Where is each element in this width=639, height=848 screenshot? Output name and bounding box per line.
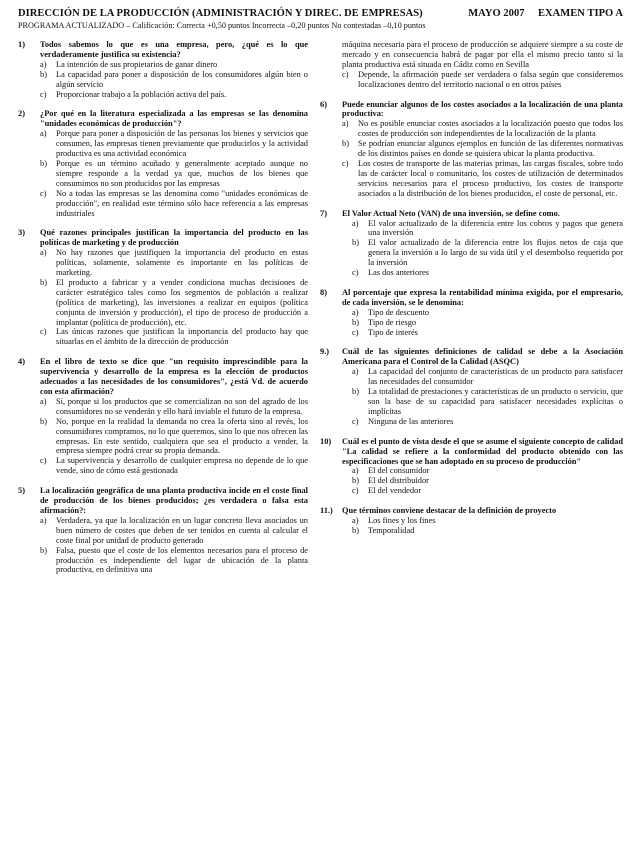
option-b: b) Tipo de riesgo xyxy=(352,317,417,327)
question-number: 2) xyxy=(18,109,25,119)
grading-line: PROGRAMA ACTUALIZADO – Calificación: Correcta +0,50 puntos Incorrecta –0,20 puntos No contestadas –0,10 puntos xyxy=(18,21,426,30)
question-number: 6) xyxy=(320,99,327,109)
option-a: a) No es posible enunciar costes asociados a la localización puesto que todos los costes de producción son independientes de la localización de la planta xyxy=(342,119,623,139)
question-4 xyxy=(18,357,308,476)
option-a: a) Tipo de descuento xyxy=(352,307,430,317)
question-9 xyxy=(320,347,623,426)
option-b: b) La totalidad de prestaciones y características de un producto o servicio, que son la base de su capacidad para satisfacer necesidades explícitas o implícitas xyxy=(352,387,623,416)
option-b: b) Se podrían enunciar algunos ejemplos en función de las diferentes normativas de los distintos países en donde se quisiera ubicar la planta productiva. xyxy=(342,139,623,159)
option-c: c) Depende, la afirmación puede ser verdadera o falsa según que consideremos localizaciones dentro del territorio nacional o en otros países xyxy=(342,69,623,89)
question-5-continued xyxy=(320,40,623,90)
option-a: a) El valor actualizado de la diferencia entre los cobros y pagos que genera una inversión xyxy=(352,218,623,238)
question-8 xyxy=(320,288,623,338)
left-column xyxy=(18,40,308,585)
question-7 xyxy=(320,209,623,278)
question-number: 8) xyxy=(320,287,327,297)
question-text: Todos sabemos lo que es una empresa, pero, ¿qué es lo que verdaderamente justifica su existencia? xyxy=(40,40,308,59)
option-b: b) Porque es un término acuñado y generalmente aceptado aunque no siempre responde a la verdad ya que, muchos de los bienes que consumimos no son producidos por las empresas xyxy=(40,158,308,188)
question-text: La localización geográfica de una planta productiva incide en el coste final de producción de los bienes producidos; ¿es verdadera o falsa esta afirmación?: xyxy=(40,486,308,515)
question-3 xyxy=(18,228,308,347)
option-c: c) Ninguna de las anteriores xyxy=(352,416,454,426)
question-1 xyxy=(18,40,308,99)
option-a: a) Sí, porque si los productos que se comercializan no son del agrado de los consumidores no se venderán y ello hará inviable el futuro de la empresa. xyxy=(40,396,308,416)
question-number: 10) xyxy=(320,436,332,446)
option-b: b) No, porque en la realidad la demanda no crea la oferta sino al revés, los consumidores compramos, no lo que queremos, sino lo que nos ofrecen las empresas. En este sentido, cualquiera que sea el producto a vender, la empresa siempre podrá crear su propia demanda. xyxy=(40,416,308,456)
course-title: DIRECCIÓN DE LA PRODUCCIÓN (ADMINISTRACIÓN Y DIREC. DE EMPRESAS) xyxy=(18,8,423,19)
right-column xyxy=(320,40,623,546)
option-c: c) La supervivencia y desarrollo de cualquier empresa no depende de lo que vende, sino de cómo está gestionada xyxy=(40,456,308,476)
question-text: Cuál es el punto de vista desde el que se asume el siguiente concepto de calidad "La calidad se refiere a la conformidad del producto obtenido con las especificaciones que se han adoptado en su proceso de producción" xyxy=(342,436,623,466)
option-b: b) El producto a fabricar y a vender condiciona muchas decisiones de carácter estratégico tales como los segmentos de población a realizar (política de marketing), las inversiones a realizar en equipos (política conjunta de inversión y producción), el tipo de proceso de producción a implantar (política de producción), etc. xyxy=(40,277,308,327)
question-text: Qué razones principales justifican la importancia del producto en las políticas de marketing y de producción xyxy=(40,228,308,248)
option-a: a) Porque para poner a disposición de las personas los bienes y servicios que consumen, las empresas tienen previamente que producirlos y la actividad productiva es una actividad económica xyxy=(40,129,308,159)
exam-date: MAYO 2007 xyxy=(468,8,525,19)
question-text: Que términos conviene destacar de la definición de proyecto xyxy=(342,506,557,516)
option-a: a) El del consumidor xyxy=(352,466,430,476)
question-text: Al porcentaje que expresa la rentabilidad mínima exigida, por el empresario, de cada inversión, se le denomina: xyxy=(342,287,623,307)
question-text: ¿Por qué en la literatura especializada a las empresas se las denomina "unidades económicas de producción"? xyxy=(40,109,308,129)
question-5 xyxy=(18,486,308,575)
question-number: 1) xyxy=(18,40,25,49)
question-text: Puede enunciar algunos de los costes asociados a la localización de una planta productiva: xyxy=(342,99,623,119)
option-a: a) Los fines y los fines xyxy=(352,516,436,526)
option-a: a) Verdadera, ya que la localización en un lugar concreto lleva asociados un buen número de costes que deben de ser tenidos en cuenta al calcular el coste final por unidad de producto generado xyxy=(40,515,308,545)
question-number: 5) xyxy=(18,486,25,496)
question-10 xyxy=(320,437,623,496)
question-number: 9.) xyxy=(320,347,330,357)
option-b: b) Temporalidad xyxy=(352,525,415,535)
option-c: c) Las únicas razones que justifican la importancia del producto hay que situarlas en el ámbito de la dirección de producción xyxy=(40,327,308,347)
option-b: b) El del distribuidor xyxy=(352,476,429,486)
question-number: 3) xyxy=(18,228,25,238)
option-b: b) El valor actualizado de la diferencia entre los flujos netos de caja que genera la inversión a lo largo de su vida útil y el desembolso requerido por la inversión xyxy=(352,238,623,268)
question-text: El Valor Actual Neto (VAN) de una inversión, se define como. xyxy=(342,208,560,218)
exam-type: EXAMEN TIPO A xyxy=(537,8,623,19)
option-c: c) Tipo de interés xyxy=(352,327,418,337)
question-text: Cuál de las siguientes definiciones de calidad se debe a la Asociación Americana para el Control de la Calidad (ASQC) xyxy=(342,347,623,367)
option-b-continued: máquina necesaria para el proceso de producción se adquiere siempre a su coste de mercado y en consecuencia habrá de pagar por ella el mismo precio tanto si la planta productiva está situada en Cádiz como en Sevilla xyxy=(342,40,623,69)
question-11 xyxy=(320,506,623,536)
option-c: c) Los costes de transporte de las materias primas, las cargas fiscales, sobre todo las de carácter local o comunitario, los costes de utilización de determinados servicios necesarios para el proceso productivo, los costes de transporte asociados a la distribución de los bienes producidos, el coste de personal, etc. xyxy=(342,158,623,198)
question-number: 4) xyxy=(18,357,25,367)
exam-header xyxy=(18,8,623,19)
option-c: c) Las dos anteriores xyxy=(352,268,429,278)
question-6 xyxy=(320,100,623,199)
question-text: En el libro de texto se dice que "un requisito imprescindible para la supervivencia y desarrollo de la empresa es la elección de productos adecuados a las necesidades de los consumidores", ¿está Vd. de acuerdo con esta afirmación? xyxy=(40,357,308,396)
option-c: c) Proporcionar trabajo a la población activa del país. xyxy=(40,89,227,99)
question-number: 7) xyxy=(320,208,327,218)
option-b: b) Falsa, puesto que el coste de los elementos necesarios para el proceso de producción es independiente del lugar de ubicación de la planta productiva, en definitiva una xyxy=(40,545,308,575)
option-a: a) No hay razones que justifiquen la importancia del producto en estas políticas, solamente, solamente es importante en las políticas de marketing. xyxy=(40,248,308,278)
option-a: a) La capacidad del conjunto de características de un producto para satisfacer las necesidades del consumidor xyxy=(352,367,623,387)
question-2 xyxy=(18,109,308,218)
option-c: c) No a todas las empresas se las denomina como "unidades económicas de producción", en realidad este término sólo hace referencia a las empresas industriales xyxy=(40,188,308,218)
question-number: 11.) xyxy=(320,506,333,516)
option-a: a) La intención de sus propietarios de ganar dinero xyxy=(40,59,218,69)
option-c: c) El del vendedor xyxy=(352,486,422,496)
option-b: b) La capacidad para poner a disposición de los consumidores algún bien o algún servicio xyxy=(40,69,308,89)
